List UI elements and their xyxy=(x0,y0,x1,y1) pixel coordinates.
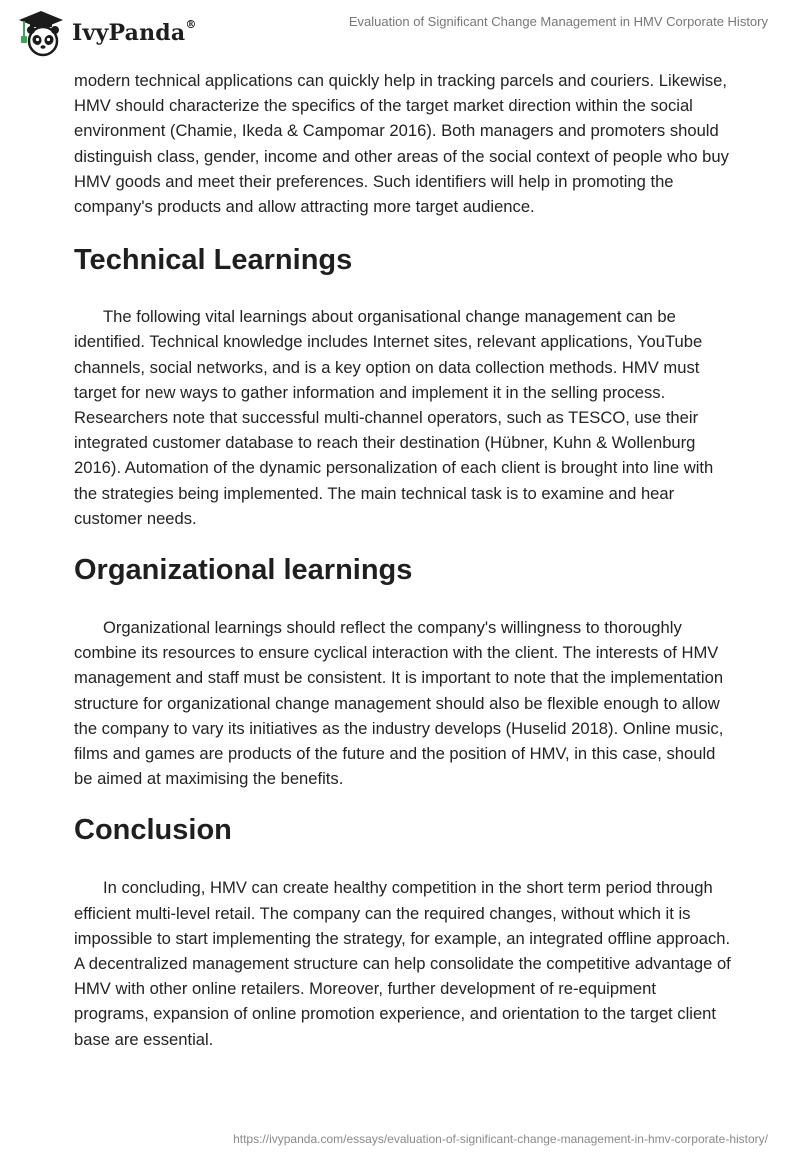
source-url[interactable]: https://ivypanda.com/essays/evaluation-of-significant-change-management-in-hmv-corporate-history/ xyxy=(233,1132,768,1146)
organizational-learnings-paragraph: Organizational learnings should reflect the company's willingness to thoroughly combine its resources to ensure cyclical interaction with the client. The interests of HMV management and staff must be consistent. It is important to note that the implementation structure for organizational change management should also be flexible enough to allow the company to vary its initiatives as the industry develops (Huselid 2018). Online music, films and games are products of the future and the position of HMV, in this case, should be aimed at maximising the benefits. xyxy=(74,618,724,789)
organizational-learnings-heading: Organizational learnings xyxy=(74,554,413,587)
technical-learnings-paragraph: The following vital learnings about organisational change management can be identified. Technical knowledge includes Internet sites, relevant applications, YouTube channels, social networks, and is a key option on data collection methods. HMV must target for new ways to gather information and implement it in the selling process. Researchers note that successful multi-channel operators, such as TESCO, use their integrated customer database to reach their destination (Hübner, Kuhn & Wollenburg 2016). Automation of the dynamic personalization of each client is brought into line with the strategies being implemented. The main technical task is to examine and hear customer needs. xyxy=(74,307,714,528)
conclusion-heading: Conclusion xyxy=(74,814,232,847)
conclusion-paragraph: In concluding, HMV can create healthy competition in the short term period through efficient multi-level retail. The company can the required changes, without which it is impossible to start implementing the strategy, for example, an integrated offline approach. A decentralized management structure can help consolidate the competitive advantage of HMV with other online retailers. Moreover, further development of re-equipment programs, expansion of online promotion experience, and orientation to the target client base are essential. xyxy=(74,878,731,1049)
essay-content xyxy=(74,68,734,1052)
panda-graduate-icon xyxy=(16,9,66,57)
technical-learnings-heading: Technical Learnings xyxy=(74,244,353,277)
page-header xyxy=(0,0,800,64)
document-title: Evaluation of Significant Change Management in HMV Corporate History xyxy=(348,14,768,29)
brand-name: IvyPanda® xyxy=(72,18,197,46)
intro-paragraph: modern technical applications can quickly help in tracking parcels and couriers. Likewise, HMV should characterize the specifics of the target market direction within the social environment (Chamie, Ikeda & Campomar 2016). Both managers and promoters should distinguish class, gender, income and other areas of the social context of people who buy HMV goods and meet their preferences. Such identifiers will help in promoting the company's products and allow attracting more target audience. xyxy=(74,71,729,217)
ivypanda-logo[interactable] xyxy=(16,8,197,58)
